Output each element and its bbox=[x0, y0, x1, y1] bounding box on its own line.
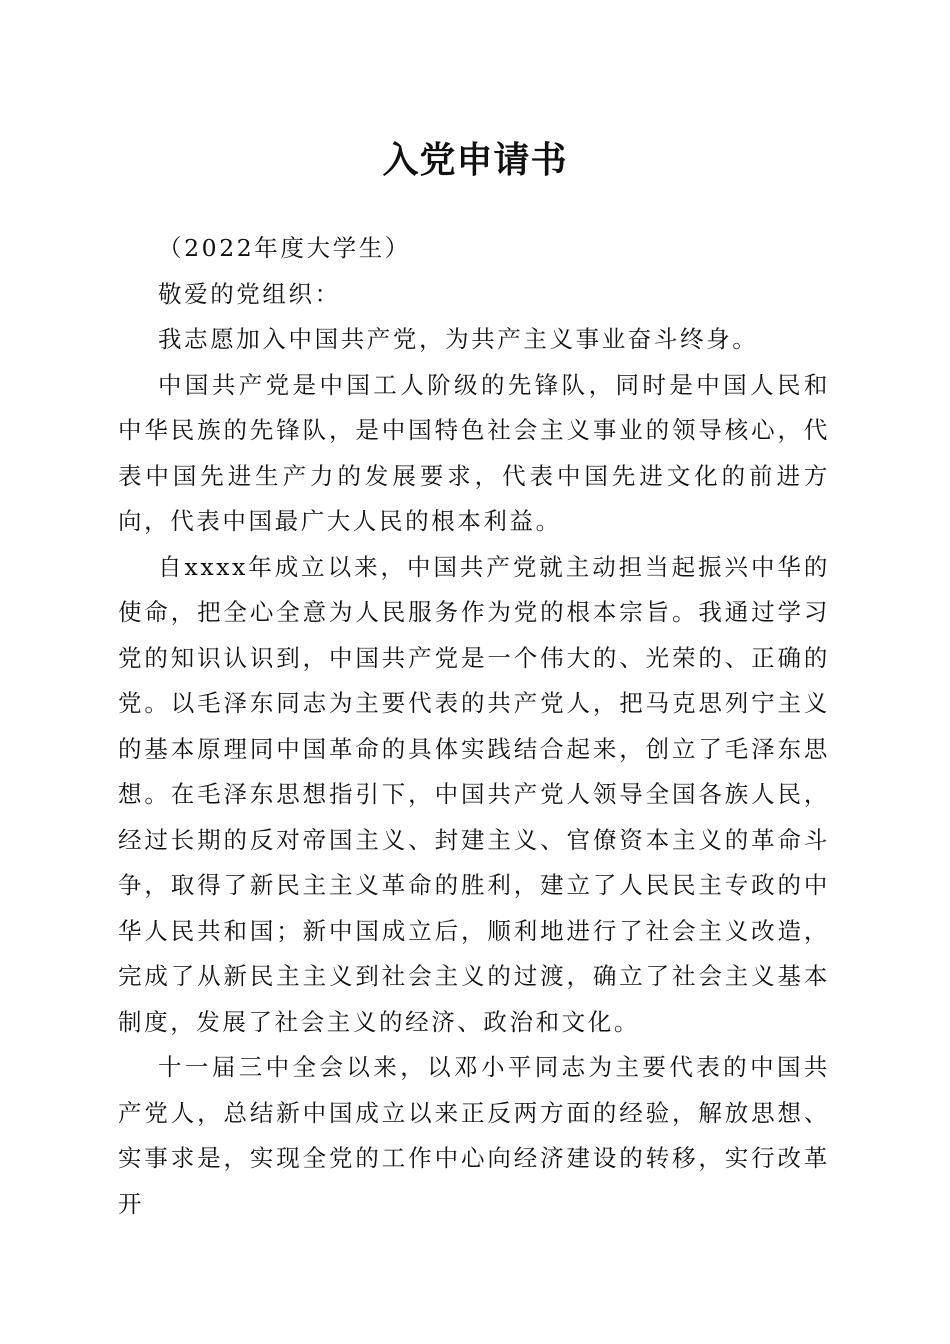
subtitle-year: （2022年度大学生） bbox=[158, 234, 411, 262]
document-body bbox=[118, 226, 830, 1227]
salutation: 敬爱的党组织： bbox=[158, 279, 341, 308]
paragraph: 十一届三中全会以来，以邓小平同志为主要代表的中国共产党人，总结新中国成立以来正反两方面的经验，解放思想、实事求是，实现全党的工作中心向经济建设的转移，实行改革开 bbox=[118, 1053, 830, 1218]
document-title: 入党申请书 bbox=[382, 139, 568, 181]
paragraph: 我志愿加入中国共产党，为共产主义事业奋斗终身。 bbox=[158, 325, 759, 353]
paragraph: 中国共产党是中国工人阶级的先锋队，同时是中国人民和中华民族的先锋队，是中国特色社会主义事业的领导核心，代表中国先进生产力的发展要求，代表中国先进文化的前进方向，代表中国最广大人民的根本利益。 bbox=[118, 370, 830, 535]
paragraph: 自xxxx年成立以来，中国共产党就主动担当起振兴中华的使命，把全心全意为人民服务作为党的根本宗旨。我通过学习党的知识认识到，中国共产党是一个伟大的、光荣的、正确的党。以毛泽东同志为主要代表的共产党人，把马克思列宁主义的基本原理同中国革命的具体实践结合起来，创立了毛泽东思想。在毛泽东思想指引下，中国共产党人领导全国各族人民，经过长期的反对帝国主义、封建主义、官僚资本主义的革命斗争，取得了新民主主义革命的胜利，建立了人民民主专政的中华人民共和国；新中国成立后，顺利地进行了社会主义改造，完成了从新民主主义到社会主义的过渡，确立了社会主义基本制度，发展了社会主义的经济、政治和文化。 bbox=[118, 552, 830, 1036]
